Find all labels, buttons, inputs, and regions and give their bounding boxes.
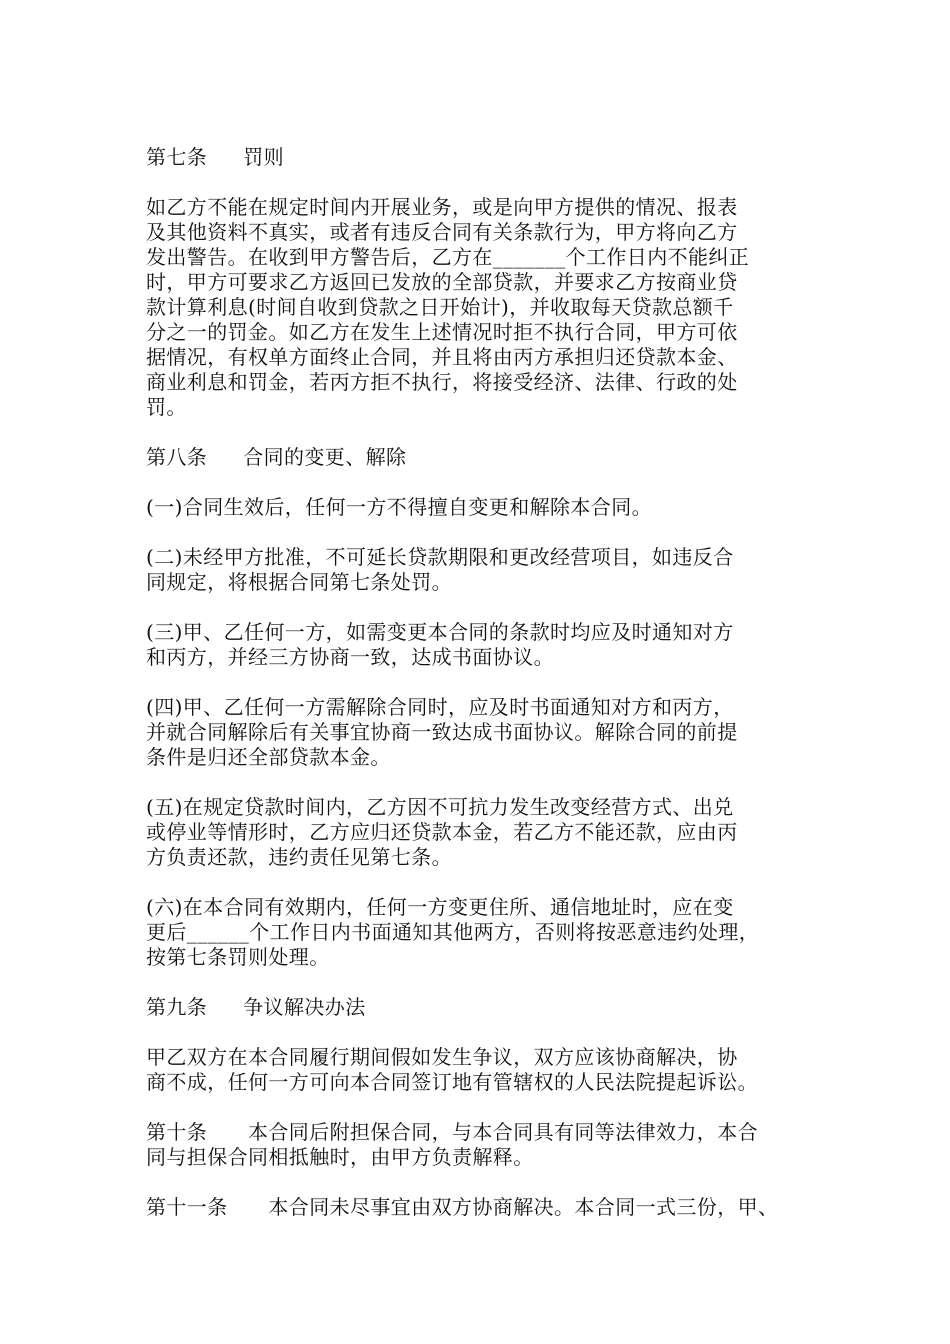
text-line: 商业利息和罚金，若丙方拒不执行，将接受经济、法律、行政的处 (146, 370, 738, 394)
text-line: (四)甲、乙任何一方需解除合同时，应及时书面通知对方和丙方， (146, 695, 734, 719)
text-line: 甲乙双方在本合同履行期间假如发生争议，双方应该协商解决，协 (146, 1045, 738, 1069)
text-line: 条件是归还全部贷款本金。 (146, 745, 391, 769)
text-line: 及其他资料不真实，或者有违反合同有关条款行为，甲方将向乙方 (146, 220, 738, 244)
article-10-paragraph (146, 1120, 826, 1170)
article-7-title: 罚则 (243, 145, 285, 169)
clause-6 (146, 895, 826, 970)
article-9-paragraph (146, 1045, 826, 1095)
text-line: 第十一条 本合同未尽事宜由双方协商解决。本合同一式三份，甲、 (146, 1195, 779, 1219)
text-line: 同与担保合同相抵触时，由甲方负责解释。 (146, 1145, 534, 1169)
article-8-title: 合同的变更、解除 (243, 445, 407, 469)
text-line: 款计算利息(时间自收到贷款之日开始计)，并收取每天贷款总额千 (146, 295, 734, 319)
clause-1 (146, 495, 826, 520)
text-line: (五)在规定贷款时间内，乙方因不可抗力发生改变经营方式、出兑 (146, 795, 734, 819)
text-line: (六)在本合同有效期内，任何一方变更住所、通信地址时，应在变 (146, 895, 734, 919)
article-7-label: 第七条 (146, 145, 208, 169)
text-line: 方负责还款，违约责任见第七条。 (146, 845, 452, 869)
text-line: 更后______个工作日内书面通知其他两方，否则将按恶意违约处理， (146, 920, 760, 944)
clause-3 (146, 620, 826, 670)
text-line: 据情况，有权单方面终止合同，并且将由丙方承担归还贷款本金、 (146, 345, 738, 369)
text-line: (一)合同生效后，任何一方不得擅自变更和解除本合同。 (146, 495, 653, 519)
clause-5 (146, 795, 826, 870)
text-line: 或停业等情形时，乙方应归还贷款本金，若乙方不能还款，应由丙 (146, 820, 738, 844)
text-line: 第十条 本合同后附担保合同，与本合同具有同等法律效力，本合 (146, 1120, 758, 1144)
clause-2 (146, 545, 826, 595)
text-line: 发出警告。在收到甲方警告后，乙方在_______个工作日内不能纠正 (146, 245, 750, 269)
article-9-title: 争议解决办法 (243, 995, 366, 1019)
article-8-label: 第八条 (146, 445, 208, 469)
contract-body (146, 145, 826, 1245)
article-7-heading (146, 145, 826, 170)
text-line: 商不成，任何一方可向本合同签订地有管辖权的人民法院提起诉讼。 (146, 1070, 758, 1094)
text-line: 按第七条罚则处理。 (146, 945, 330, 969)
clause-4 (146, 695, 826, 770)
text-line: 同规定，将根据合同第七条处罚。 (146, 570, 452, 594)
text-line: 和丙方，并经三方协商一致，达成书面协议。 (146, 645, 554, 669)
article-7-paragraph (146, 195, 826, 420)
text-line: (三)甲、乙任何一方，如需变更本合同的条款时均应及时通知对方 (146, 620, 734, 644)
text-line: 分之一的罚金。如乙方在发生上述情况时拒不执行合同，甲方可依 (146, 320, 738, 344)
article-9-label: 第九条 (146, 995, 208, 1019)
article-9-heading (146, 995, 826, 1020)
article-8-heading (146, 445, 826, 470)
text-line: 时，甲方可要求乙方返回已发放的全部贷款，并要求乙方按商业贷 (146, 270, 738, 294)
article-11-paragraph (146, 1195, 826, 1220)
text-line: 如乙方不能在规定时间内开展业务，或是向甲方提供的情况、报表 (146, 195, 738, 219)
text-line: (二)未经甲方批准，不可延长贷款期限和更改经营项目，如违反合 (146, 545, 734, 569)
text-line: 并就合同解除后有关事宜协商一致达成书面协议。解除合同的前提 (146, 720, 738, 744)
text-line: 罚。 (146, 395, 187, 419)
